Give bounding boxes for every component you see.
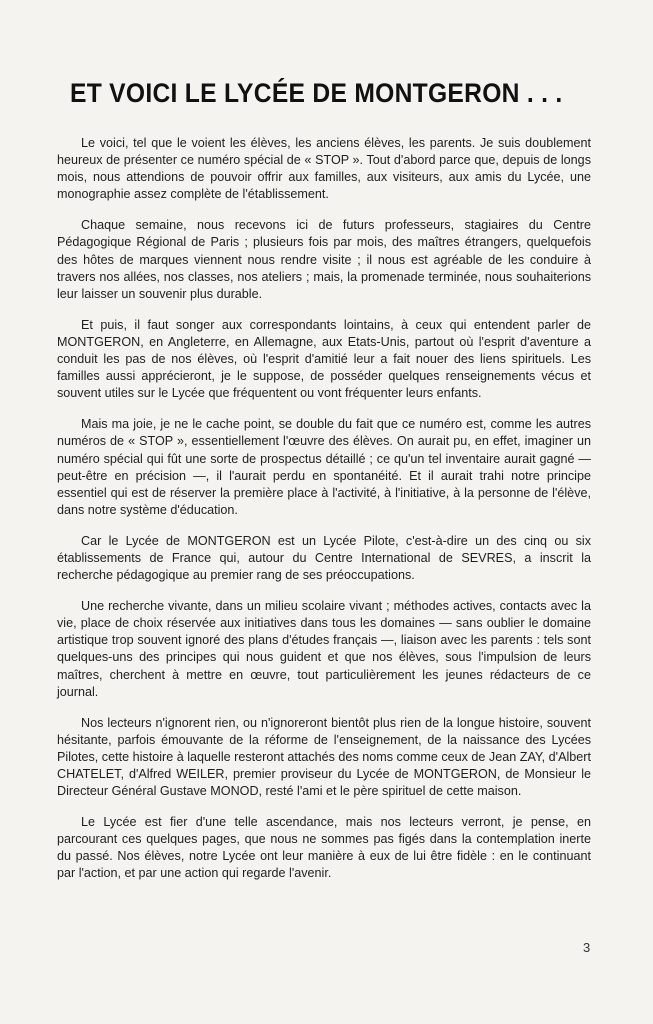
paragraph-2: Chaque semaine, nous recevons ici de futurs professeurs, stagiaires du Centre Pédagogique Régional de Paris ; plusieurs fois par mois, des maîtres étrangers, quelquefois des hôtes de marques viennent nous rendre visite ; il nous est agréable de les conduire à travers nos allées, nos classes, nos ateliers ; mais, la promenade terminée, nous souhaiterions leur laisser un souvenir plus durable. bbox=[57, 218, 591, 301]
page-number: 3 bbox=[583, 940, 591, 955]
paragraph-7: Nos lecteurs n'ignorent rien, ou n'ignoreront bientôt plus rien de la longue histoire, souvent hésitante, parfois émouvante de la réforme de l'enseignement, de la naissance des Lycées Pilotes, cette histoire à laquelle resteront attachés des noms comme ceux de Jean ZAY, d'Albert CHATELET, d'Alfred WEILER, premier proviseur du Lycée de MONTGERON, de Monsieur le Directeur Général Gustave MONOD, resté l'ami et le père spirituel de cette maison. bbox=[57, 715, 591, 799]
paragraph-4: Mais ma joie, je ne le cache point, se double du fait que ce numéro est, comme les autres numéros de « STOP », essentiellement l'œuvre des élèves. On aurait pu, en effet, imaginer un numéro spécial qui fût une sorte de prospectus détaillé ; ce qu'un tel inventaire aurait gagné — peut-être en précision —, il l'aurait perdu en spontanéité. Et il aurait trahi notre principe essentiel qui est de réserver la première place à l'activité, à l'initiative, à la personne de l'élève, dans notre système d'éducation. bbox=[57, 417, 591, 517]
paragraph-1: Le voici, tel que le voient les élèves, les anciens élèves, les parents. Je suis doublement heureux de présenter ce numéro spécial de « STOP ». Tout d'abord parce que, depuis de longs mois, nous attendions de pouvoir offrir aux familles, aux visiteurs, aux amis du Lycée, une monographie assez complète de l'établissement. bbox=[57, 136, 591, 202]
paragraph-6: Une recherche vivante, dans un milieu scolaire vivant ; méthodes actives, contacts avec la vie, place de choix réservée aux initiatives dans tous les domaines — sans oublier le domaine artistique trop souvent ignoré des plans d'études français —, liaison avec les parents : tels sont quelques-uns des principes qui nous guident et que nos élèves, sous l'impulsion de leurs maîtres, cherchent à mettre en œuvre, tout particulièrement les jeunes rédacteurs de ce journal. bbox=[57, 599, 591, 699]
paragraph-3: Et puis, il faut songer aux correspondants lointains, à ceux qui entendent parler de MONTGERON, en Angleterre, en Allemagne, aux Etats-Unis, partout où l'esprit d'aventure a conduit les pas de nos élèves, où l'esprit d'amitié leur a fait nouer des liens spirituels. Les familles aussi apprécieront, je le suppose, de posséder quelques renseignements vécus et souvent utiles sur le Lycée que fréquentent ou vont fréquenter leurs enfants. bbox=[57, 317, 591, 401]
page-title: ET VOICI LE LYCÉE DE MONTGERON . . . bbox=[70, 78, 563, 108]
paragraph-5: Car le Lycée de MONTGERON est un Lycée Pilote, c'est-à-dire un des cinq ou six établissements de France qui, autour du Centre International de SEVRES, a inscrit la recherche pédagogique au premier rang de ses préoccupations. bbox=[57, 533, 591, 583]
article-body bbox=[57, 135, 591, 897]
paragraph-8: Le Lycée est fier d'une telle ascendance, mais nos lecteurs verront, je pense, en parcourant ces quelques pages, que nous ne sommes pas figés dans la contemplation inerte du passé. Nos élèves, notre Lycée ont leur manière à eux de lui être fidèle : en le continuant par l'action, et par une action qui regarde l'avenir. bbox=[57, 815, 591, 881]
